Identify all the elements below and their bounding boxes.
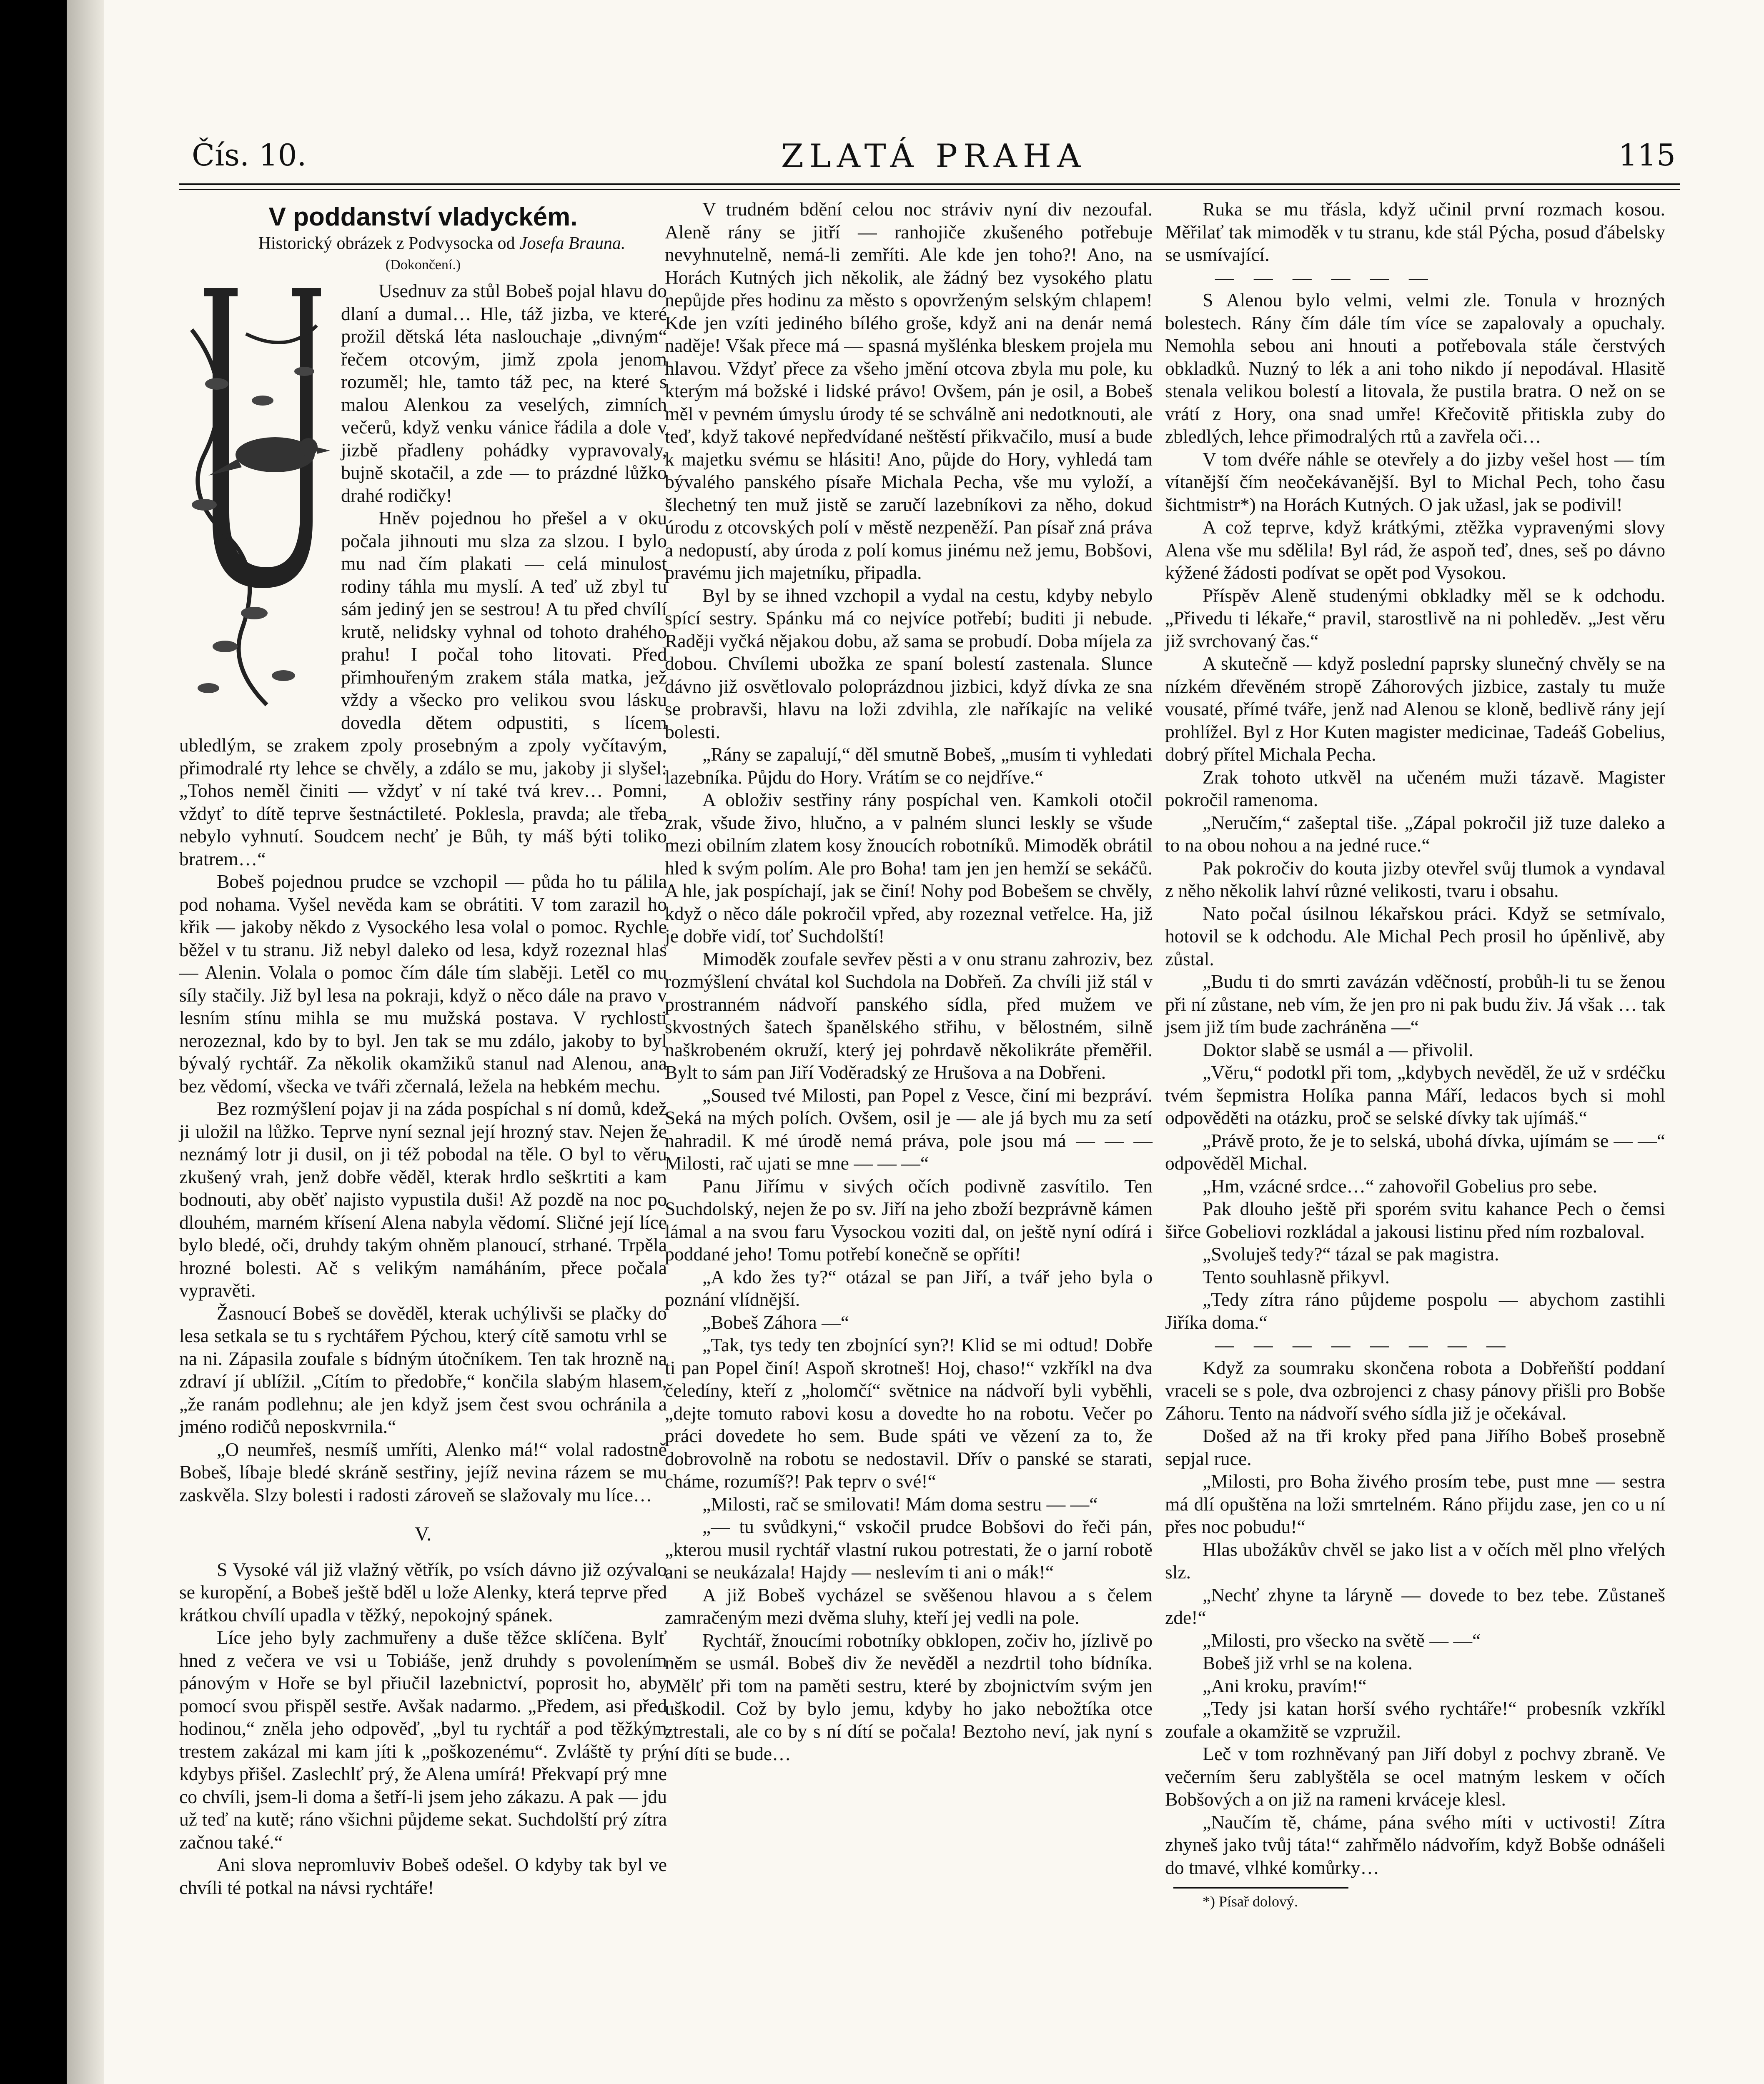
paragraph: „Soused tvé Milosti, pan Popel z Vesce, činí mi bezpráví. Seká na mých polích. Ovšem, osil je — ale já bych mu za setí nahradil. K mé úrodě nemá práva, pole jsou má — — — Milosti, rač ujati se mne — — —“ (665, 1084, 1153, 1174)
paragraph: Mimoděk zoufale sevřev pěsti a v onu stranu zahroziv, bez rozmýšlení chvátal kol Suchdola na Dobřeň. Za chvíli již stál v prostranném nádvoří panského sídla, před mužem ve skvostných šatech španělského střihu, v bělostném, silně naškrobeném okruží, který jej pohrdavě několikráte přeměřil. Bylt to sám pan Jiří Voděradský ze Hrušova a na Dobřeni. (665, 948, 1153, 1083)
paragraph: S Alenou bylo velmi, velmi zle. Tonula v hrozných bolestech. Rány čím dále tím více se zapalovaly a opuchaly. Nemohla sebou ani hnouti a potřebovala stále čerstvých obkladků. Nuzný to lék a ani toho nikdo jí nepodával. Hlasitě stenala velikou bolestí a litovala, že pustila bratra. O než on se vrátí z Hory, ona snad umře! Křečovitě přitiskla zuby do zbledlých, lehce přimodralých rtů a zavřela oči… (1165, 289, 1665, 447)
paragraph: „Tedy jsi katan horší svého rychtáře!“ probesník vzkříkl zoufale a okamžitě se vzpružil. (1165, 1698, 1665, 1742)
continuation-note: (Dokončení.) (385, 257, 461, 273)
paragraph: A což teprve, když krátkými, ztěžka vypravenými slovy Alena vše mu sdělila! Byl rád, že aspoň teď, dnes, seš po dávno kýžené žádosti podívat se opět pod Vysokou. (1165, 516, 1665, 583)
paragraph: S Vysoké vál již vlažný větřík, po vsích dávno již ozývalo se kuropění, a Bobeš ještě bděl u lože Alenky, která teprve před krátkou chvílí upadla v těžký, nepokojný spánek. (179, 1558, 667, 1626)
running-header (192, 138, 1676, 188)
paragraph: Pak dlouho ještě při sporém svitu kahance Pech o čemsi šiřce Gobeliovi rozkládal a jakousi listinu před ním rozbaloval. (1165, 1198, 1665, 1242)
byline (179, 232, 667, 255)
footnote: *) Písař dolový. (1203, 1893, 1298, 1910)
paragraph: „Nechť zhyne ta láryně — dovede to bez tebe. Zůstaneš zde!“ (1165, 1584, 1665, 1628)
paragraph: „A kdo žes ty?“ otázal se pan Jiří, a tvář jeho byla o poznání vlídnější. (665, 1266, 1153, 1310)
drop-cap-u-illustration (179, 280, 333, 713)
paragraph: „Bobeš Záhora —“ (702, 1311, 849, 1333)
author-name: Josefa Brauna. (519, 234, 626, 253)
article-title: V poddanství vladyckém. (268, 203, 578, 231)
page-number: 115 (1618, 138, 1676, 173)
page (67, 0, 1764, 2084)
paragraph: „Ani kroku, pravím!“ (1203, 1675, 1367, 1696)
paragraph: Usednuv za stůl Bobeš pojal hlavu do dlaní a dumal… Hle, táž jizba, ve které prožil dětská léta naslouchaje „divným“ řečem otcovým, jimž zpola jenom rozuměl; hle, tamto táž pec, na které s malou Alenkou za veselých, zimních večerů, když venku vánice řádila a dole v jizbě přadleny pohádky vypravovaly, bujně skotačil, a zde — to prázdné lůžko drahé rodičky! (341, 280, 667, 506)
paragraph: Příspěv Aleně studenými obkladky měl se k odchodu. „Přivedu ti lékaře,“ pravil, starostlivě na ni pohleděv. „Jest věru již svrchovaný čas.“ (1165, 584, 1665, 651)
paragraph: Tento souhlasně přikyvl. (1203, 1266, 1390, 1287)
paragraph: Nato počal úsilnou lékařskou práci. Když se setmívalo, hotovil se k odchodu. Ale Michal Pech prosil ho úpěnlivě, aby zůstal. (1165, 902, 1665, 969)
paragraph: „Milosti, rač se smilovati! Mám doma sestru — —“ (702, 1493, 1098, 1515)
paragraph: Ruka se mu třásla, když učinil první rozmach kosou. Měřilať tak mimoděk v tu stranu, kde stál Pýcha, posud ďábelsky se usmívající. (1165, 198, 1665, 265)
paragraph: Došed až na tři kroky před pana Jiřího Bobeš prosebně sepjal ruce. (1165, 1425, 1665, 1469)
paragraph: „— tu svůdkyni,“ vskočil prudce Bobšovi do řeči pán, „kterou musil rychtář vlastní rukou potrestati, že o jarní robotě ani se neukázala! Hajdy — neslevím ti ani o mák!“ (665, 1516, 1153, 1583)
header-rule (179, 183, 1680, 190)
page-gutter-shadow (67, 0, 104, 2084)
paragraph: Žasnoucí Bobeš se dověděl, kterak uchýlivši se plačky do lesa setkala se tu s rychtářem Pýchou, který cítě samotu vrhl se na ni. Zápasila zoufale s bídným útočníkem. Ten tak hrozně na zdraví jí ublížil. „Cítím to předobře,“ končila slabým hlasem, „že ranám podlehnu; ale jen když jsem čest svou ochránila a jméno rodičů neposkvrnila.“ (179, 1302, 667, 1437)
paragraph: Doktor slabě se usmál a — přivolil. (1203, 1039, 1473, 1060)
paragraph: „Hm, vzácné srdce…“ zahovořil Gobelius pro sebe. (1203, 1175, 1597, 1197)
section-separator: — — — — — — (1215, 266, 1436, 288)
paragraph: „Rány se zapalují,“ děl smutně Bobeš, „musím ti vyhledati lazebníka. Půjdu do Hory. Vrátím se co nejdříve.“ (665, 744, 1153, 788)
issue-number: Čís. 10. (192, 138, 307, 173)
paragraph: V trudném bdění celou noc stráviv nyní div nezoufal. Aleně rány se jitří — ranhojiče zkušeného potřebuje nevyhnutelně, nemá-li zemříti. Ale kde jen toho?! Ano, na Horách Kutných jich několik, ale žádný bez vysokého platu nepůjde přes hodinu za město s opovrženým selským chlapem! Kde jen vzíti jediného bílého groše, když ani na denár nemá naděje! Však přece má — spasná myšlénka bleskem projela mu hlavou. Vždyť přece za všeho jmění otcova zbyla mu pole, ku kterým má božské i lidské právo! Ovšem, pán je osil, a Bobeš měl v pevném úmyslu úrody té se schválně ani nedotknouti, ale teď, když takové nepředvídané neštěstí přikvačilo, musí a bude k majetku svému se hlásiti! Ano, půjde do Hory, vyhledá tam bývalého panského písaře Michala Pecha, vše mu vyloží, a šlechetný ten muž jistě se zaručí lazebníkovi za něho, dokud úrodu z otcovských polí v městě nezpeněží. Pan písař zná práva a nedopustí, aby úroda z polí komus jinému než jemu, Bobšovi, pravému jich majetníku, připadla. (665, 198, 1153, 583)
chapter-heading: V. (414, 1523, 432, 1545)
paragraph: Ani slova nepromluviv Bobeš odešel. O kdyby tak byl ve chvíli té potkal na návsi rychtáře! (179, 1854, 667, 1898)
paragraph: Bez rozmýšlení pojav ji na záda pospíchal s ní domů, kdež ji uložil na lůžko. Teprve nyní seznal její hrozný stav. Nejen že neznámý lotr ji dusil, on ji též pobodal na těle. O byl to věru zkušený vrah, jenž dobře věděl, kterak hrdlo seškrtiti a kam bodnouti, aby oběť najisto vypustila duši! Až pozdě na noc po dlouhém, marném křísení Alena nabyla vědomí. Sličné její líce bylo bledé, oči, druhdy takým ohněm planoucí, strhané. Trpěla hrozné bolesti. Ač s velikým namáháním, přece počala vypravěti. (179, 1098, 667, 1301)
paragraph: Bobeš pojednou prudce se vzchopil — půda ho tu pálila pod nohama. Vyšel nevěda kam se obrátiti. V tom zarazil ho křik — jakoby někdo z Vysockého lesa volal o pomoc. Rychle běžel v tu stranu. Již nebyl daleko od lesa, když rozeznal hlas — Alenin. Volala o pomoc čím dále tím slaběji. Letěl co mu síly stačily. Již byl lesa na pokraji, když o něco dále na pravo v lesním stínu mihla se mu mužská postava. V rychlosti nerozeznal, kdo by to byl. Jen tak se mu zdálo, jakoby to byl bývalý rychtář. Za několik okamžiků stanul nad Alenou, ana bez vědomí, všecka ve tváři zčernalá, ležela na hebkém mechu. (179, 871, 667, 1097)
footnote-rule (1173, 1887, 1348, 1889)
paragraph: Byl by se ihned vzchopil a vydal na cestu, kdyby nebylo spící sestry. Spánku má co nejvíce potřebí; buditi ji nebude. Raději vyčká nějakou dobu, až sama se probudí. Doba míjela za dobou. Chvílemi ubožka ze spaní bolestí zastenala. Slunce dávno již osvětlovalo poloprázdnou jizbici, když dívka ze sna se probravši, hlavu na loži zdvihla, zle naříkajíc na veliké bolesti. (665, 584, 1153, 742)
paragraph: „Právě proto, že je to selská, ubohá dívka, ujímám se — —“ odpověděl Michal. (1165, 1130, 1665, 1174)
paragraph: A obloživ sestřiny rány pospíchal ven. Kamkoli otočil zrak, všude živo, hlučno, a v palném slunci leskly se všude mezi obilním zlatem kosy žnoucích robotníků. Mimoděk obrátil hled k svým polím. Ale pro Boha! tam jen jen hemží se sekáčů. A hle, jak pospíchají, jak se činí! Nohy pod Bobešem se chvěly, když o něco dále pokročil vpřed, aby rozeznal vetřelce. Ha, již je dobře vidí, toť Suchdolští! (665, 789, 1153, 947)
paragraph: „Budu ti do smrti zavázán vděčností, probůh-li tu se ženou při ní zůstane, neb vím, že jen pro ni pak budu živ. Já však … tak jsem již tím bude zachráněna —“ (1165, 971, 1665, 1037)
paragraph: „Milosti, pro Boha živého prosím tebe, pust mne — sestra má dlí opuštěna na loži smrtelném. Ráno přijdu zase, jen co u ní přes noc pobudu!“ (1165, 1470, 1665, 1537)
paragraph: A již Bobeš vycházel se svěšenou hlavou a s čelem zamračeným mezi dvěma sluhy, kteří jej vedli na pole. (665, 1584, 1153, 1628)
paragraph: Zrak tohoto utkvěl na učeném muži tázavě. Magister pokročil ramenoma. (1165, 766, 1665, 810)
paragraph: „Tedy zítra ráno půjdeme pospolu — abychom zastihli Jiříka doma.“ (1165, 1289, 1665, 1333)
paragraph: Líce jeho byly zachmuřeny a duše těžce sklíčena. Bylť hned z večera ve vsi u Tobiáše, jenž druhdy s povolením pánovým v Hoře se byl přiučil lazebnictví, poprosit ho, aby pomocí svou přispěl sestře. Avšak nadarmo. „Předem, asi před hodinou,“ zněla jeho odpověď, „byl tu rychtář a pod těžkým trestem zakázal mi kam jíti k „poškozenému“. Zvláště ty prý kdybys přišel. Zaslechlť prý, že Alena umírá! Překvapí prý mne co chvíli, jsem-li doma a šetří-li jsem jeho zákazu. A pak — jdu už teď na kutě; ráno všichni půjdeme sekat. Suchdolští prý zítra začnou také.“ (179, 1627, 667, 1853)
column-1 (179, 198, 667, 1899)
paragraph: „Neručím,“ zašeptal tiše. „Zápal pokročil již tuze daleko a to na obou nohou a na jedné ruce.“ (1165, 812, 1665, 856)
paragraph: Hněv pojednou ho přešel a v oku počala jihnouti mu slza za slzou. I bylo mu nad čím plakati — celá minulost rodiny táhla mu myslí. A teď už zbyl tu sám jediný jen se sestrou! A tu před chvílí krutě, nelidsky vyhnal od tohoto drahého prahu! I počal toho litovati. Před přimhouřeným zrakem stála matka, jež vždy a všecko pro velikou svou lásku dovedla dětem odpustiti, s lícem ubledlým, se zrakem zpoly prosebným a zpoly vyčítavým, přimodralé rty lehce se chvěly, a zdálo se mu, jakoby ji slyšel: „Tohos neměl činiti — vždyť v ní také tvá krev… Pomni, vždyť to dítě teprve šestnáctileté. Poklesla, pravda; ale třeba nebylo vyhnutí. Soudcem nechť je Bůh, ty máš býti toliko bratrem…“ (179, 507, 667, 869)
paragraph: „Věru,“ podotkl při tom, „kdybych nevěděl, že už v srdéčku tvém šepmistra Holíka panna Máří, ledacos bych si mohl odpověděti na otázku, proč se selské dívky tak ujímáš.“ (1165, 1062, 1665, 1128)
paragraph: Hlas ubožákův chvěl se jako list a v očích měl plno vřelých slz. (1165, 1538, 1665, 1583)
paragraph: „Svoluješ tedy?“ tázal se pak magistra. (1203, 1243, 1499, 1265)
byline-prefix: Historický obrázek z Podvysocka od (258, 234, 515, 253)
column-3 (1165, 198, 1665, 1911)
paragraph: „Naučím tě, cháme, pána svého míti v uctivosti! Zítra zhyneš jako tvůj táta!“ zahřmělo nádvořím, když Bobše odnášeli do tmavé, vlhké komůrky… (1165, 1811, 1665, 1878)
journal-title: ZLATÁ PRAHA (781, 138, 1087, 175)
paragraph: Bobeš již vrhl se na kolena. (1203, 1652, 1413, 1673)
paragraph: „Tak, tys tedy ten zbojnící syn?! Klid se mi odtud! Dobře ti pan Popel činí! Aspoň skrotneš! Hoj, chaso!“ vzkříkl na dva čeledíny, kteří z „holomčí“ světnice na nádvoří byli vyběhli, „dejte tomuto rabovi kosu a dovedte ho na robotu. Večer po práci dovedete ho sem. Bude spáti ve vězení za to, že dobrovolně na robotu se nedostavil. Dřív o panské se starati, cháme, rozumíš?! Pak teprv o své!“ (665, 1334, 1153, 1492)
column-2 (665, 198, 1153, 1766)
paragraph: V tom dvéře náhle se otevřely a do jizby vešel host — tím vítanější čím neočekávanější. Byl to Michal Pech, toho času šichtmistr*) na Horách Kutných. O jak užasl, jak se podivil! (1165, 448, 1665, 515)
paragraph: A skutečně — když poslední paprsky slunečný chvěly se na nízkém dřevěném stropě Záhorových jizbice, zastaly tu muže vousaté, přímé tváře, jenž nad Alenou se kloně, bedlivě rány její prohlížel. Byl z Hor Kuten magister medicinae, Tadeáš Gobelius, dobrý přítel Michala Pecha. (1165, 653, 1665, 765)
paragraph: Panu Jiřímu v sivých očích podivně zasvítilo. Ten Suchdolský, nejen že po sv. Jiří na jeho zboží bezprávně kámen lámal a na svou faru Vysockou voziti dal, on ještě nyní odírá i poddané jeho! Tomu potřebí konečně se opříti! (665, 1175, 1153, 1265)
paragraph: „O neumřeš, nesmíš umříti, Alenko má!“ volal radostně Bobeš, líbaje bledé skráně sestřiny, jejíž nevina rázem se mu zaskvěla. Slzy bolesti i radosti zároveň se slažovaly mu líce… (179, 1438, 667, 1505)
paragraph: Když za soumraku skončena robota a Dobřeňští poddaní vraceli se s pole, dva ozbrojenci z chasy pánovy přišli pro Bobše Záhoru. Tento na nádvoří svého sídla již je očekával. (1165, 1357, 1665, 1424)
paragraph: Leč v tom rozhněvaný pan Jiří dobyl z pochvy zbraně. Ve večerním šeru zablyštěla se ocel matným leskem v očích Bobšových a on již na rameni krvácejе klesl. (1165, 1743, 1665, 1810)
section-separator: — — — — — — — — (1215, 1334, 1513, 1355)
paragraph: Pak pokročiv do kouta jizby otevřel svůj tlumok a vyndaval z něho několik lahví různé velikosti, tvaru i obsahu. (1165, 857, 1665, 901)
paragraph: „Milosti, pro všecko na světě — —“ (1203, 1629, 1481, 1651)
paragraph: Rychtář, žnoucími robotníky obklopen, zočiv ho, jízlivě po něm se usmál. Bobeš div že nevěděl a nezdrtil toho bídníka. Mělť při tom na paměti sestru, které by zbojnictvím svým jen uškodil. Což by bylo jemu, kdyby ho jako nebožtíka otce ztrestali, ale co by s ní dítí se počala! Beztoho neví, jak nyní s ní díti se bude… (665, 1629, 1153, 1764)
